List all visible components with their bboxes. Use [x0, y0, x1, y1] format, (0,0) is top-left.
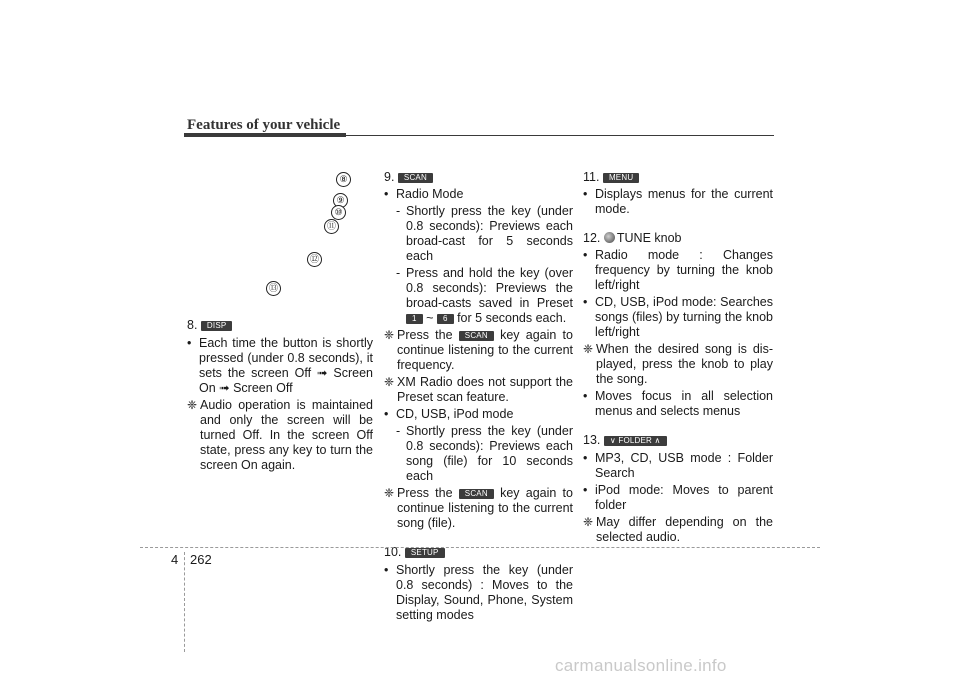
item-12-bullet-1: • Radio mode : Changes frequency by turning the knob left/right [583, 248, 773, 293]
radio-sub-1: - Shortly press the key (under 0.8 seconds): Previews each broad-cast for 5 seconds each [396, 204, 573, 263]
callout-10: ⑩ [331, 205, 346, 220]
callout-9: ⑨ [333, 193, 348, 208]
item-8-bullet: • Each time the button is shortly pressed (under 0.8 seconds), it sets the screen Off ➟ Screen On ➟ Screen Off [187, 336, 373, 396]
radio-mode-bullet: • Radio Mode [384, 187, 573, 202]
preset-1-key-icon: 1 [406, 314, 423, 324]
item-13-note: ❈ May differ depending on the selected audio. [583, 515, 773, 544]
scan-key-icon: SCAN [459, 331, 494, 341]
item-12-heading: 12. TUNE knob [583, 231, 682, 245]
menu-key-icon: MENU [603, 173, 639, 183]
callout-11: ⑪ [324, 219, 339, 234]
scan-note-1: ❈ Press the SCAN key again to continue listening to the current frequency. [384, 328, 573, 372]
item-10-heading: 10. SETUP [384, 545, 573, 560]
radio-sub-2: - Press and hold the key (over 0.8 seconds): Previews the broad-casts saved in Preset 1 ~ 6 for 5 seconds each. [396, 266, 573, 325]
tune-knob-icon [604, 232, 615, 243]
folder-down-icon: ∨ [609, 436, 616, 445]
callout-13: ⑬ [266, 281, 281, 296]
watermark: carmanualsonline.info [555, 656, 727, 675]
item-13-bullet-2: • iPod mode: Moves to parent folder [583, 483, 773, 513]
scan-note-2: ❈ XM Radio does not support the Preset scan feature. [384, 375, 573, 404]
item-13-bullet-1: • MP3, CD, USB mode : Folder Search [583, 451, 773, 481]
folder-up-icon: ∧ [654, 436, 661, 445]
column-1 [187, 318, 373, 473]
item-8-heading: 8. DISP [187, 318, 373, 333]
column-3 [583, 170, 773, 545]
page-number: 262 [190, 552, 212, 567]
scan-note-3: ❈ Press the SCAN key again to continue listening to the current song (file). [384, 486, 573, 530]
scan-key-icon: SCAN [459, 489, 494, 499]
column-2 [384, 170, 573, 623]
item-12-bullet-3: • Moves focus in all selection menus and selects menus [583, 389, 773, 419]
item-8-note: ❈ Audio operation is maintained and only the screen will be turned Off. In the screen Off state, press any key to turn the screen On again. [187, 398, 373, 472]
scan-key-icon: SCAN [398, 173, 433, 183]
item-12-bullet-2: • CD, USB, iPod mode: Searches songs (files) by turning the knob left/right [583, 295, 773, 340]
item-11-heading: 11. MENU [583, 170, 773, 185]
header-rule [346, 135, 774, 136]
item-11-bullet: • Displays menus for the current mode. [583, 187, 773, 217]
setup-key-icon: SETUP [405, 548, 445, 558]
footer-divider [184, 552, 185, 652]
item-10-bullet: • Shortly press the key (under 0.8 seconds) : Moves to the Display, Sound, Phone, System setting modes [384, 563, 573, 623]
chapter-number: 4 [171, 552, 179, 567]
page-header-title: Features of your vehicle [187, 117, 341, 133]
folder-key-icon: ∨ FOLDER ∧ [604, 436, 667, 446]
item-12-note: ❈ When the desired song is dis-played, press the knob to play the song. [583, 342, 773, 386]
disp-key-icon: DISP [201, 321, 232, 331]
cd-sub-1: - Shortly press the key (under 0.8 seconds): Previews each song (file) for 10 seconds each [396, 424, 573, 483]
header-bar [184, 133, 346, 137]
footer-rule [140, 547, 820, 548]
preset-6-key-icon: 6 [437, 314, 454, 324]
callout-12: ⑫ [307, 252, 322, 267]
item-13-heading: 13. ∨ FOLDER ∧ [583, 433, 773, 448]
cd-mode-bullet: • CD, USB, iPod mode [384, 407, 573, 422]
item-9-heading: 9. SCAN [384, 170, 573, 185]
callout-8: ⑧ [336, 172, 351, 187]
